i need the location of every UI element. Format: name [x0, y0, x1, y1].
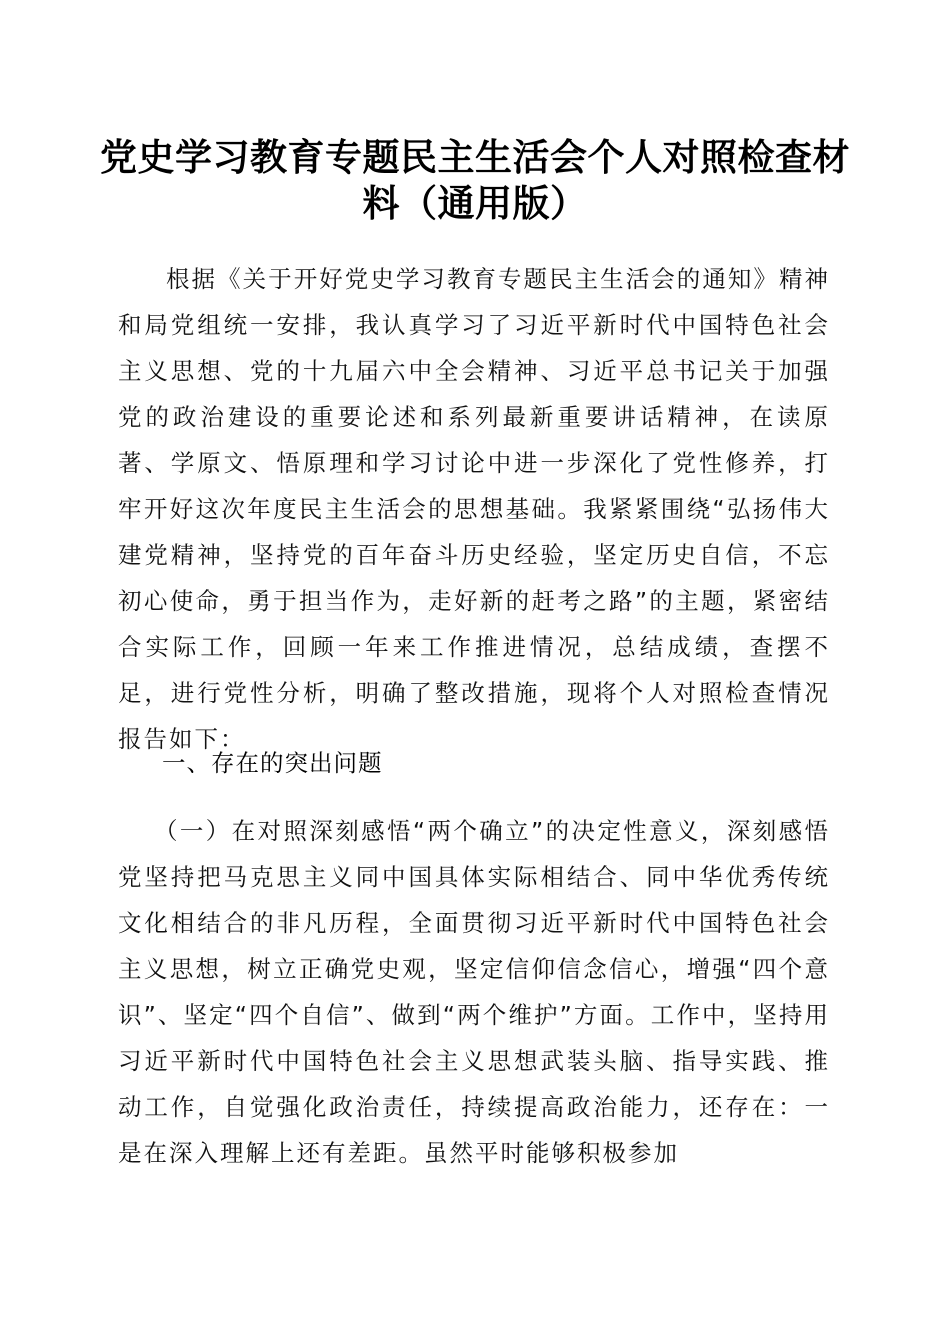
section-heading: 一、存在的突出问题 — [162, 749, 383, 777]
problem-paragraph: （一）在对照深刻感悟“两个确立”的决定性意义，深刻感悟党坚持把马克思主义同中国具体实际相结合、同中华优秀传统文化相结合的非凡历程，全面贯彻习近平新时代中国特色社会主义思想，树立正确党史观，坚定信仰信念信心，增强“四个意识”、坚定“四个自信”、做到“两个维护”方面。工作中，坚持用习近平新时代中国特色社会主义思想武装头脑、指导实践、推动工作，自觉强化政治责任，持续提高政治能力，还存在：一是在深入理解上还有差距。虽然平时能够积极参加 — [118, 817, 830, 1167]
document-title: 党史学习教育专题民主生活会个人对照检查材料（通用版） — [100, 135, 850, 225]
intro-paragraph: 根据《关于开好党史学习教育专题民主生活会的通知》精神和局党组统一安排，我认真学习了习近平新时代中国特色社会主义思想、党的十九届六中全会精神、习近平总书记关于加强党的政治建设的重要论述和系列最新重要讲话精神，在读原著、学原文、悟原理和学习讨论中进一步深化了党性修养，打牢开好这次年度民主生活会的思想基础。我紧紧围绕“弘扬伟大建党精神，坚持党的百年奋斗历史经验，坚定历史自信，不忘初心使命，勇于担当作为，走好新的赶考之路”的主题，紧密结合实际工作，回顾一年来工作推进情况，总结成绩，查摆不足，进行党性分析，明确了整改措施，现将个人对照检查情况报告如下： — [118, 265, 830, 753]
